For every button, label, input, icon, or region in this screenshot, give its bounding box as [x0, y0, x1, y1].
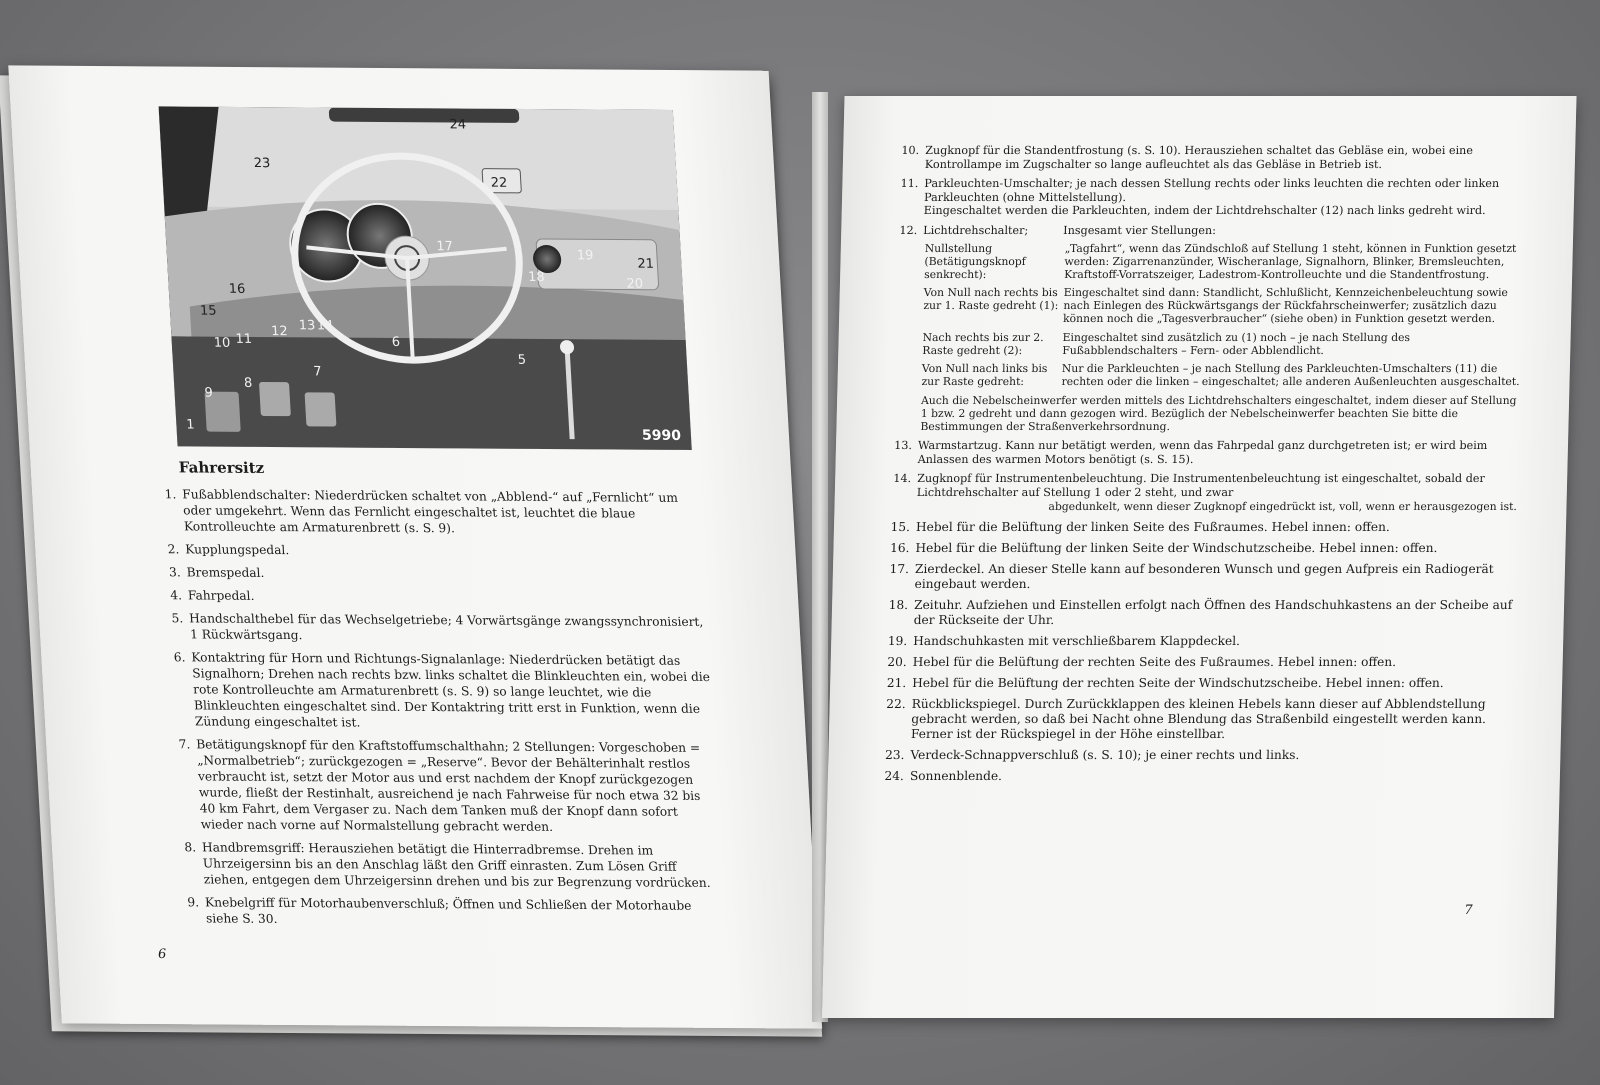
list-item: [149, 610, 711, 646]
item-text: Verdeck-Schnappverschluß (s. S. 10); je einer rechts und links.: [910, 748, 1300, 763]
item-number: 17.: [889, 562, 910, 577]
list-item: [879, 472, 1520, 499]
photo-label-15: 15: [199, 303, 217, 319]
item-text: Zugknopf für Instrumentenbeleuchtung. Die Instrumentenbeleuchtung ist eingeschaltet, sobald der Lichtdrehschalter auf Stellung 1 oder 2 steht, und zwar: [916, 472, 1485, 499]
position-label: Nullstellung (Betätigungsknopf senkrecht):: [924, 242, 1026, 281]
photo-label-19: 19: [576, 248, 594, 264]
item-text: Fußabblendschalter: Niederdrücken schaltet von „Abblend-“ auf „Fernlicht“ um oder umgekehrt. Wenn das Fernlicht eingeschaltet ist, leuchtet die blaue Kontrolleuchte am Armaturenbrett (s. S. 9).: [181, 487, 679, 536]
item-number: 10.: [901, 144, 920, 157]
item-text: Zeituhr. Aufziehen und Einstellen erfolgt nach Öffnen des Handschuhkastens an der Scheibe auf der Rückseite der Uhr.: [913, 598, 1513, 628]
list-item: [874, 676, 1514, 691]
position-label: Von Null nach rechts bis zur 1. Raste gedreht (1):: [923, 286, 1059, 313]
item-number: 13.: [894, 439, 913, 453]
item-text: Insgesamt vier Stellungen:: [1063, 223, 1217, 237]
item-text: Rückblickspiegel. Durch Zurückklappen des kleinen Hebels kann dieser auf Abblendstellung gebracht werden, so daß bei Nacht ohne Blendung das Straßenbild eingestellt werden kann. Ferner ist der Rückspiegel in der Höhe einstellbar.: [910, 697, 1487, 742]
photo-label-22: 22: [490, 175, 508, 191]
photo-label-16: 16: [228, 281, 246, 297]
item-number: 8.: [183, 840, 197, 855]
section-heading: Fahrersitz: [178, 458, 265, 477]
right-item-list: [872, 144, 1528, 790]
item-number: 14.: [893, 472, 912, 486]
photo-label-23: 23: [253, 156, 271, 172]
photo-label-20: 20: [626, 276, 644, 292]
dashboard-photo: [159, 106, 692, 450]
photo-label-1: 1: [185, 417, 196, 433]
list-item: [875, 655, 1515, 670]
switch-position-row: [921, 363, 1522, 389]
photo-label-21: 21: [636, 256, 655, 272]
item-text: Handschuhkasten mit verschließbarem Klappdeckel.: [913, 634, 1241, 649]
item-text: Hebel für die Belüftung der rechten Seite des Fußraumes. Hebel innen: offen.: [912, 655, 1397, 670]
photo-label-10: 10: [213, 335, 231, 351]
item-number: 18.: [888, 598, 909, 613]
list-item: [887, 144, 1528, 171]
item-text: Handbremsgriff: Herausziehen betätigt die Hinterradbremse. Drehen im Uhrzeigersinn bis an den Anschlag läßt den Griff einrasten. Zum Lösen Griff ziehen, entgegen dem Uhrzeigersinn drehen und bis zur Begrenzung vordrücken.: [201, 840, 711, 890]
list-item: [876, 562, 1517, 592]
position-label: Von Null nach links bis zur Raste gedreht:: [921, 362, 1048, 389]
list-item: [886, 177, 1527, 218]
item-label: Lichtdrehschalter;: [923, 223, 1029, 237]
item-text: Handschalthebel für das Wechselgetriebe; 4 Vorwärtsgänge zwangssynchronisiert, 1 Rückwärtsgang.: [188, 611, 704, 643]
item-text: Hebel für die Belüftung der rechten Seite der Windschutzscheibe. Hebel innen: offen.: [912, 676, 1444, 691]
item-text: Zierdeckel. An dieser Stelle kann auf besonderen Wunsch und gegen Aufpreis ein Radiogerät eingebaut werden.: [914, 562, 1494, 592]
photo-label-11: 11: [235, 331, 253, 347]
item-number: 16.: [889, 541, 910, 556]
item-text: Sonnenblende.: [909, 769, 1003, 784]
item-number: 23.: [884, 748, 905, 763]
switch-position-row: [923, 287, 1524, 325]
item-number: 5.: [171, 611, 184, 626]
item-number: 19.: [887, 634, 908, 649]
photo-label-24: 24: [449, 117, 467, 133]
item-number: 3.: [168, 565, 182, 580]
list-item: [885, 224, 1525, 238]
list-item: [165, 894, 727, 930]
item-text: Hebel für die Belüftung der linken Seite des Fußraumes. Hebel innen: offen.: [915, 520, 1390, 535]
item-text: Hebel für die Belüftung der linken Seite der Windschutzscheibe. Hebel innen: offen.: [915, 541, 1438, 556]
list-item: [142, 486, 705, 538]
item-text: Fahrpedal.: [187, 588, 255, 603]
photo-label-7: 7: [312, 364, 323, 380]
item-number: 1.: [164, 487, 177, 502]
list-item: [875, 634, 1515, 649]
list-item: [872, 748, 1512, 763]
list-item: [876, 598, 1517, 628]
switch-position-row: [922, 332, 1523, 358]
dashboard-illustration: [159, 106, 692, 450]
switch-position-row: [924, 243, 1525, 281]
position-desc: Nur die Parkleuchten – je nach Stellung des Parkleuchten-Umschalters (11) die rechten oder die linken – eingeschaltet; alle anderen Außenleuchten ausgeschaltet.: [1061, 362, 1520, 389]
photo-label-8: 8: [243, 375, 253, 391]
photo-label-12: 12: [270, 324, 289, 340]
list-item: [877, 541, 1517, 556]
item-text: Warmstartzug. Kann nur betätigt werden, wenn das Fahrpedal ganz durchgetreten ist; er wird beim Anlassen des warmen Motors benötigt (s. S. 15).: [917, 439, 1488, 466]
list-item: [162, 839, 725, 891]
item-text-2: Eingeschaltet werden die Parkleuchten, indem der Lichtdrehschalter (12) nach links gedreht wird.: [923, 204, 1486, 217]
item-number: 20.: [887, 655, 907, 670]
photo-label-5: 5: [517, 352, 527, 368]
item-number: 24.: [884, 769, 905, 784]
item-number: 2.: [167, 542, 180, 557]
item-number: 4.: [169, 588, 183, 603]
item-text: Parkleuchten-Umschalter; je nach dessen Stellung rechts oder links leuchten die rechten oder linken Parkleuchten (ohne Mittelstellung).: [923, 177, 1500, 204]
list-item: [873, 697, 1514, 742]
position-label: Nach rechts bis zur 2. Raste gedreht (2):: [922, 330, 1044, 357]
item-number: 6.: [173, 650, 186, 665]
list-item: [156, 736, 722, 836]
item-number: 11.: [900, 177, 919, 190]
item-number: 7.: [178, 737, 191, 752]
item-number: 9.: [187, 895, 200, 910]
photo-label-13: 13: [298, 318, 316, 334]
right-page: [822, 96, 1577, 1018]
list-item: [872, 769, 1512, 784]
list-item: [151, 649, 716, 733]
position-desc: „Tagfahrt“, wenn das Zündschloß auf Stellung 1 steht, können in Funktion gesetzt werden: Zigarrenanzünder, Wischeranlage, Signalhorn, Blinker, Bremsleuchten, Kraftstoff-Vorratszeiger, Ladestrom-Kontrolleuchte und die Standentfrostung.: [1064, 242, 1517, 281]
item-text: Kupplungspedal.: [184, 542, 290, 558]
item-number: 12.: [899, 223, 918, 237]
item-text: Kontaktring für Horn und Richtungs-Signalanlage: Niederdrücken betätigt das Signalhorn; Drehen nach rechts bzw. links schaltet die Blinkleuchten ein, wobei die rote Kontrolleuchte am Armaturenbrett (s. S. 9) so lange leuchtet, wie die Blinkleuchten eingeschaltet sind. Der Kontaktring tritt erst in Funktion, wenn die Zündung eingeschaltet ist.: [190, 650, 711, 730]
item-text: Bremspedal.: [186, 565, 265, 580]
photo-label-6: 6: [391, 334, 401, 350]
item-text: Knebelgriff für Motorhaubenverschluß; Öffnen und Schließen der Motorhaube siehe S. 30.: [204, 895, 692, 926]
list-item: [146, 564, 707, 584]
list-item: [147, 587, 708, 607]
item-14-detail: abgedunkelt, wenn dieser Zugknopf eingedrückt ist, voll, wenn er herausgezogen ist.: [1048, 500, 1518, 514]
item-text: Betätigungsknopf für den Kraftstoffumschalthahn; 2 Stellungen: Vorgeschoben = „Normalbetrieb“; zurückgezogen = „Reserve“. Bevor der Behälterinhalt restlos verbraucht ist, setzt der Motor aus und erst nachdem der Knopf zurückgezogen wurde, fließt der Restinhalt, ausreichend je nach Fahrweise für noch etwa 32 bis 40 km Fahrt, dem Vergaser zu. Nach dem Tanken muß der Knopf dann sofort wieder nach vorne auf Normalstellung gebracht werden.: [195, 737, 701, 834]
left-item-list: [142, 486, 727, 937]
photo-label-18: 18: [527, 269, 546, 286]
photo-label-17: 17: [435, 239, 454, 255]
fog-light-note: Auch die Nebelscheinwerfer werden mittels des Lichtdrehschalters eingeschaltet, indem dieser auf Stellung 1 bzw. 2 gedreht und dann gezogen wird. Bezüglich der Nebelscheinwerfer beachten Sie bitte die Bestimmungen der Straßenverkehrsordnung.: [920, 393, 1517, 433]
item-number: 22.: [886, 697, 906, 712]
photo-label-9: 9: [204, 385, 214, 401]
page-number-right: 7: [1464, 903, 1473, 918]
position-desc: Eingeschaltet sind dann: Standlicht, Schlußlicht, Kennzeichenbeleuchtung sowie nach Einlegen des Rückwärtsgangs der Rückfahrscheinwerfer; zusätzlich dazu können noch die „Tagesverbraucher“ (siehe oben) in Funktion gesetzt werden.: [1062, 286, 1509, 325]
page-number-left: 6: [157, 947, 167, 963]
item-number: 21.: [886, 676, 907, 691]
photo-code: 5990: [641, 427, 682, 444]
left-page: [8, 65, 822, 1028]
list-item: [145, 541, 706, 561]
list-item: [879, 439, 1520, 466]
list-item: [878, 520, 1518, 535]
photo-label-14: 14: [316, 318, 334, 334]
position-desc: Eingeschaltet sind zusätzlich zu (1) noch – je nach Stellung des Fußabblendschalters – Fern- oder Abblendlicht.: [1062, 330, 1411, 357]
item-number: 15.: [890, 520, 911, 535]
item-text: Zugknopf für die Standentfrostung (s. S. 10). Herausziehen schaltet das Gebläse ein, wobei eine Kontrollampe im Zugschalter so lange aufleuchtet als das Gebläse in Betrieb ist.: [924, 144, 1474, 171]
